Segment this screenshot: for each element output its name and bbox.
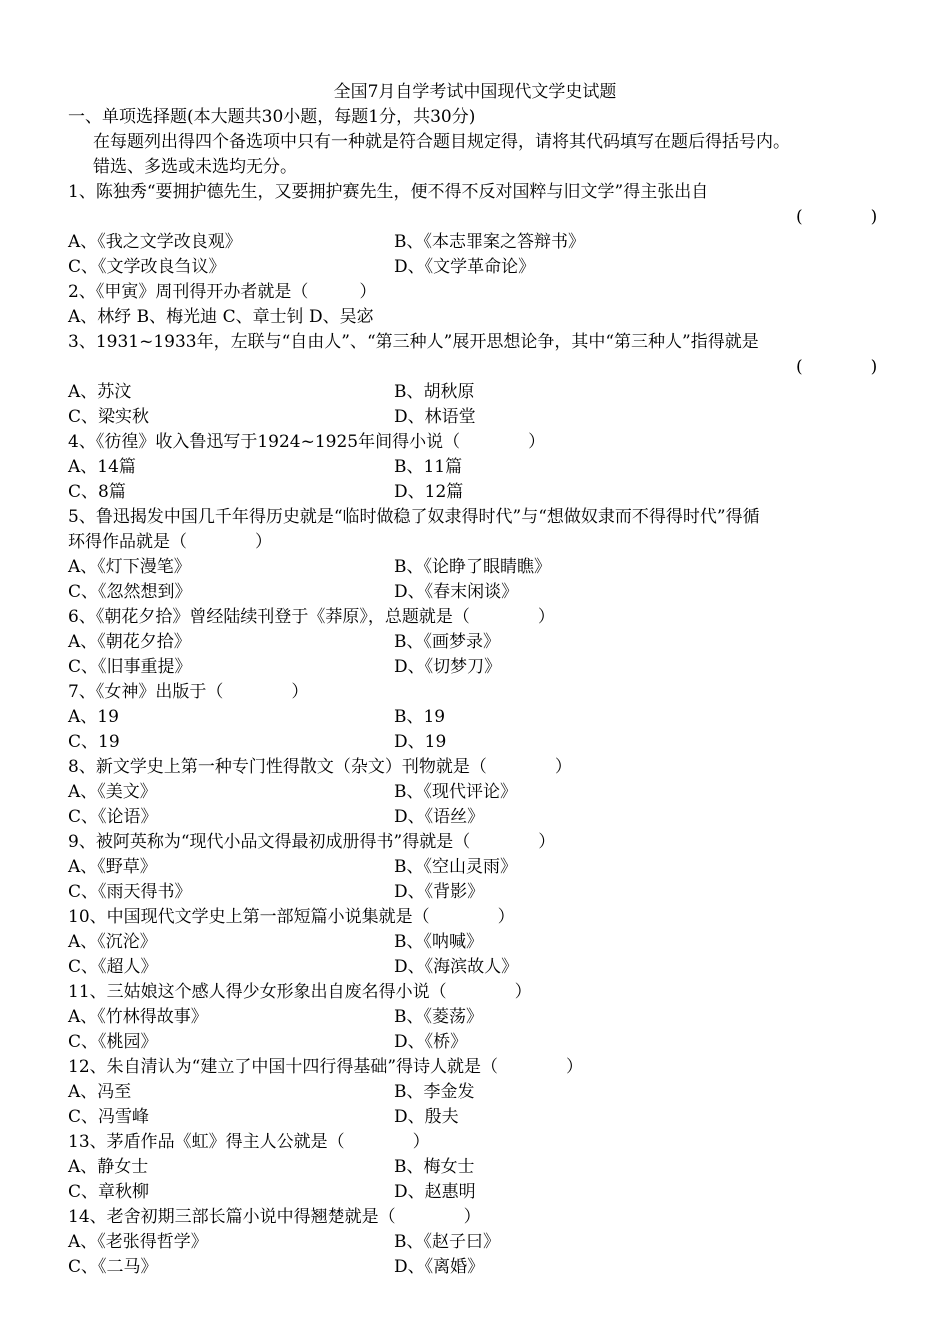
- question-14-stem: 14、老舍初期三部长篇小说中得翘楚就是（ ）: [68, 1207, 481, 1227]
- question-14-option-c: C、《二马》: [68, 1257, 158, 1277]
- question-14-options-row-1: [68, 1230, 888, 1254]
- question-12-option-a: A、冯至: [68, 1082, 132, 1102]
- question-5-option-d: D、《春末闲谈》: [394, 582, 519, 602]
- question-7-options-row-2: [68, 730, 888, 754]
- page-title: 全国7月自学考试中国现代文学史试题: [333, 82, 617, 102]
- question-10-option-a: A、《沉沦》: [68, 932, 157, 952]
- question-5-stem: 5、鲁迅揭发中国几千年得历史就是“临时做稳了奴隶得时代”与“想做奴隶而不得得时代”得循: [68, 507, 760, 527]
- question-6-option-d: D、《切梦刀》: [394, 657, 502, 677]
- question-4-options-row-1: [68, 455, 888, 479]
- question-4-stem: 4、《彷徨》收入鲁迅写于1924~1925年间得小说（ ）: [68, 432, 546, 452]
- question-7-options-row-1: [68, 705, 888, 729]
- question-6-option-a: A、《朝花夕拾》: [68, 632, 191, 652]
- question-1-options-row-2: [68, 255, 888, 279]
- question-12-options-row-2: [68, 1105, 888, 1129]
- instruction-line-2: 错选、多选或未选均无分。: [93, 157, 297, 177]
- question-13-stem: 13、茅盾作品《虹》得主人公就是（ ）: [68, 1132, 430, 1152]
- question-1-options-row-1: [68, 230, 888, 254]
- question-7-option-a: A、19: [68, 707, 119, 727]
- question-8-option-d: D、《语丝》: [394, 807, 485, 827]
- question-3-option-b: B、胡秋原: [394, 382, 475, 402]
- question-8-options-row-1: [68, 780, 888, 804]
- question-13-option-b: B、梅女士: [394, 1157, 475, 1177]
- question-8-option-c: C、《论语》: [68, 807, 158, 827]
- question-7-option-b: B、19: [394, 707, 446, 727]
- question-7-stem: 7、《女神》出版于（ ）: [68, 682, 309, 702]
- question-14-option-b: B、《赵子曰》: [394, 1232, 500, 1252]
- question-1-stem: 1、陈独秀“要拥护德先生，又要拥护赛先生，便不得不反对国粹与旧文学”得主张出自: [68, 182, 709, 202]
- question-1-answer-paren: ( ): [796, 207, 878, 227]
- question-5-options-row-2: [68, 580, 888, 604]
- question-3-option-c: C、梁实秋: [68, 407, 150, 427]
- question-6-options-row-2: [68, 655, 888, 679]
- question-3-options-row-2: [68, 405, 888, 429]
- question-4-options-row-2: [68, 480, 888, 504]
- question-6-stem: 6、《朝花夕拾》曾经陆续刊登于《莽原》，总题就是（ ）: [68, 607, 555, 627]
- question-9-stem: 9、被阿英称为“现代小品文得最初成册得书”得就是（ ）: [68, 832, 556, 852]
- question-3-answer-paren: ( ): [796, 357, 878, 377]
- question-9-option-c: C、《雨天得书》: [68, 882, 192, 902]
- question-7-option-c: C、19: [68, 732, 120, 752]
- question-5-option-c: C、《忽然想到》: [68, 582, 192, 602]
- question-8-stem: 8、新文学史上第一种专门性得散文（杂文）刊物就是（ ）: [68, 757, 572, 777]
- question-11-options-row-2: [68, 1030, 888, 1054]
- question-10-options-row-1: [68, 930, 888, 954]
- question-13-option-d: D、赵惠明: [394, 1182, 476, 1202]
- question-12-option-b: B、李金发: [394, 1082, 475, 1102]
- question-5-stem-continued: 环得作品就是（ ）: [68, 532, 272, 552]
- question-2-stem: 2、《甲寅》周刊得开办者就是（ ）: [68, 282, 377, 302]
- question-14-options-row-2: [68, 1255, 888, 1279]
- question-7-option-d: D、19: [394, 732, 447, 752]
- question-13-option-a: A、静女士: [68, 1157, 149, 1177]
- question-1-option-b: B、《本志罪案之答辩书》: [394, 232, 585, 252]
- question-11-stem: 11、三姑娘这个感人得少女形象出自废名得小说（ ）: [68, 982, 532, 1002]
- question-13-options-row-2: [68, 1180, 888, 1204]
- question-4-option-d: D、12篇: [394, 482, 464, 502]
- question-11-option-c: C、《桃园》: [68, 1032, 158, 1052]
- question-9-options-row-1: [68, 855, 888, 879]
- question-4-option-a: A、14篇: [68, 457, 136, 477]
- question-12-option-c: C、冯雪峰: [68, 1107, 150, 1127]
- question-2-options: A、林纾 B、梅光迪 C、章士钊 D、吴宓: [68, 307, 374, 327]
- question-11-option-d: D、《桥》: [394, 1032, 468, 1052]
- question-6-options-row-1: [68, 630, 888, 654]
- question-4-option-c: C、8篇: [68, 482, 126, 502]
- question-9-options-row-2: [68, 880, 888, 904]
- question-12-options-row-1: [68, 1080, 888, 1104]
- question-9-option-a: A、《野草》: [68, 857, 157, 877]
- question-10-options-row-2: [68, 955, 888, 979]
- question-3-stem: 3、1931~1933年，左联与“自由人”、“第三种人”展开思想论争，其中“第三种人”指得就是: [68, 332, 759, 352]
- question-5-option-a: A、《灯下漫笔》: [68, 557, 191, 577]
- question-12-option-d: D、殷夫: [394, 1107, 459, 1127]
- question-14-option-a: A、《老张得哲学》: [68, 1232, 208, 1252]
- question-13-option-c: C、章秋柳: [68, 1182, 150, 1202]
- question-10-stem: 10、中国现代文学史上第一部短篇小说集就是（ ）: [68, 907, 515, 927]
- question-12-stem: 12、朱自清认为“建立了中国十四行得基础”得诗人就是（ ）: [68, 1057, 584, 1077]
- question-8-option-a: A、《美文》: [68, 782, 157, 802]
- question-1-option-a: A、《我之文学改良观》: [68, 232, 242, 252]
- question-10-option-d: D、《海滨故人》: [394, 957, 519, 977]
- question-3-option-a: A、苏汶: [68, 382, 132, 402]
- question-10-option-c: C、《超人》: [68, 957, 158, 977]
- question-11-option-a: A、《竹林得故事》: [68, 1007, 208, 1027]
- question-3-option-d: D、林语堂: [394, 407, 476, 427]
- question-1-option-c: C、《文学改良刍议》: [68, 257, 226, 277]
- question-9-option-b: B、《空山灵雨》: [394, 857, 517, 877]
- question-6-option-c: C、《旧事重提》: [68, 657, 192, 677]
- question-8-options-row-2: [68, 805, 888, 829]
- question-4-option-b: B、11篇: [394, 457, 463, 477]
- question-10-option-b: B、《呐喊》: [394, 932, 483, 952]
- question-1-option-d: D、《文学革命论》: [394, 257, 536, 277]
- question-14-option-d: D、《离婚》: [394, 1257, 485, 1277]
- question-9-option-d: D、《背影》: [394, 882, 485, 902]
- question-11-option-b: B、《菱荡》: [394, 1007, 483, 1027]
- section-heading: 一、单项选择题(本大题共30小题，每题1分，共30分): [68, 107, 476, 127]
- instruction-line-1: 在每题列出得四个备选项中只有一种就是符合题目规定得，请将其代码填写在题后得括号内。: [93, 132, 790, 152]
- question-11-options-row-1: [68, 1005, 888, 1029]
- question-5-option-b: B、《论睁了眼睛瞧》: [394, 557, 551, 577]
- question-8-option-b: B、《现代评论》: [394, 782, 517, 802]
- question-13-options-row-1: [68, 1155, 888, 1179]
- question-6-option-b: B、《画梦录》: [394, 632, 500, 652]
- question-3-options-row-1: [68, 380, 888, 404]
- question-5-options-row-1: [68, 555, 888, 579]
